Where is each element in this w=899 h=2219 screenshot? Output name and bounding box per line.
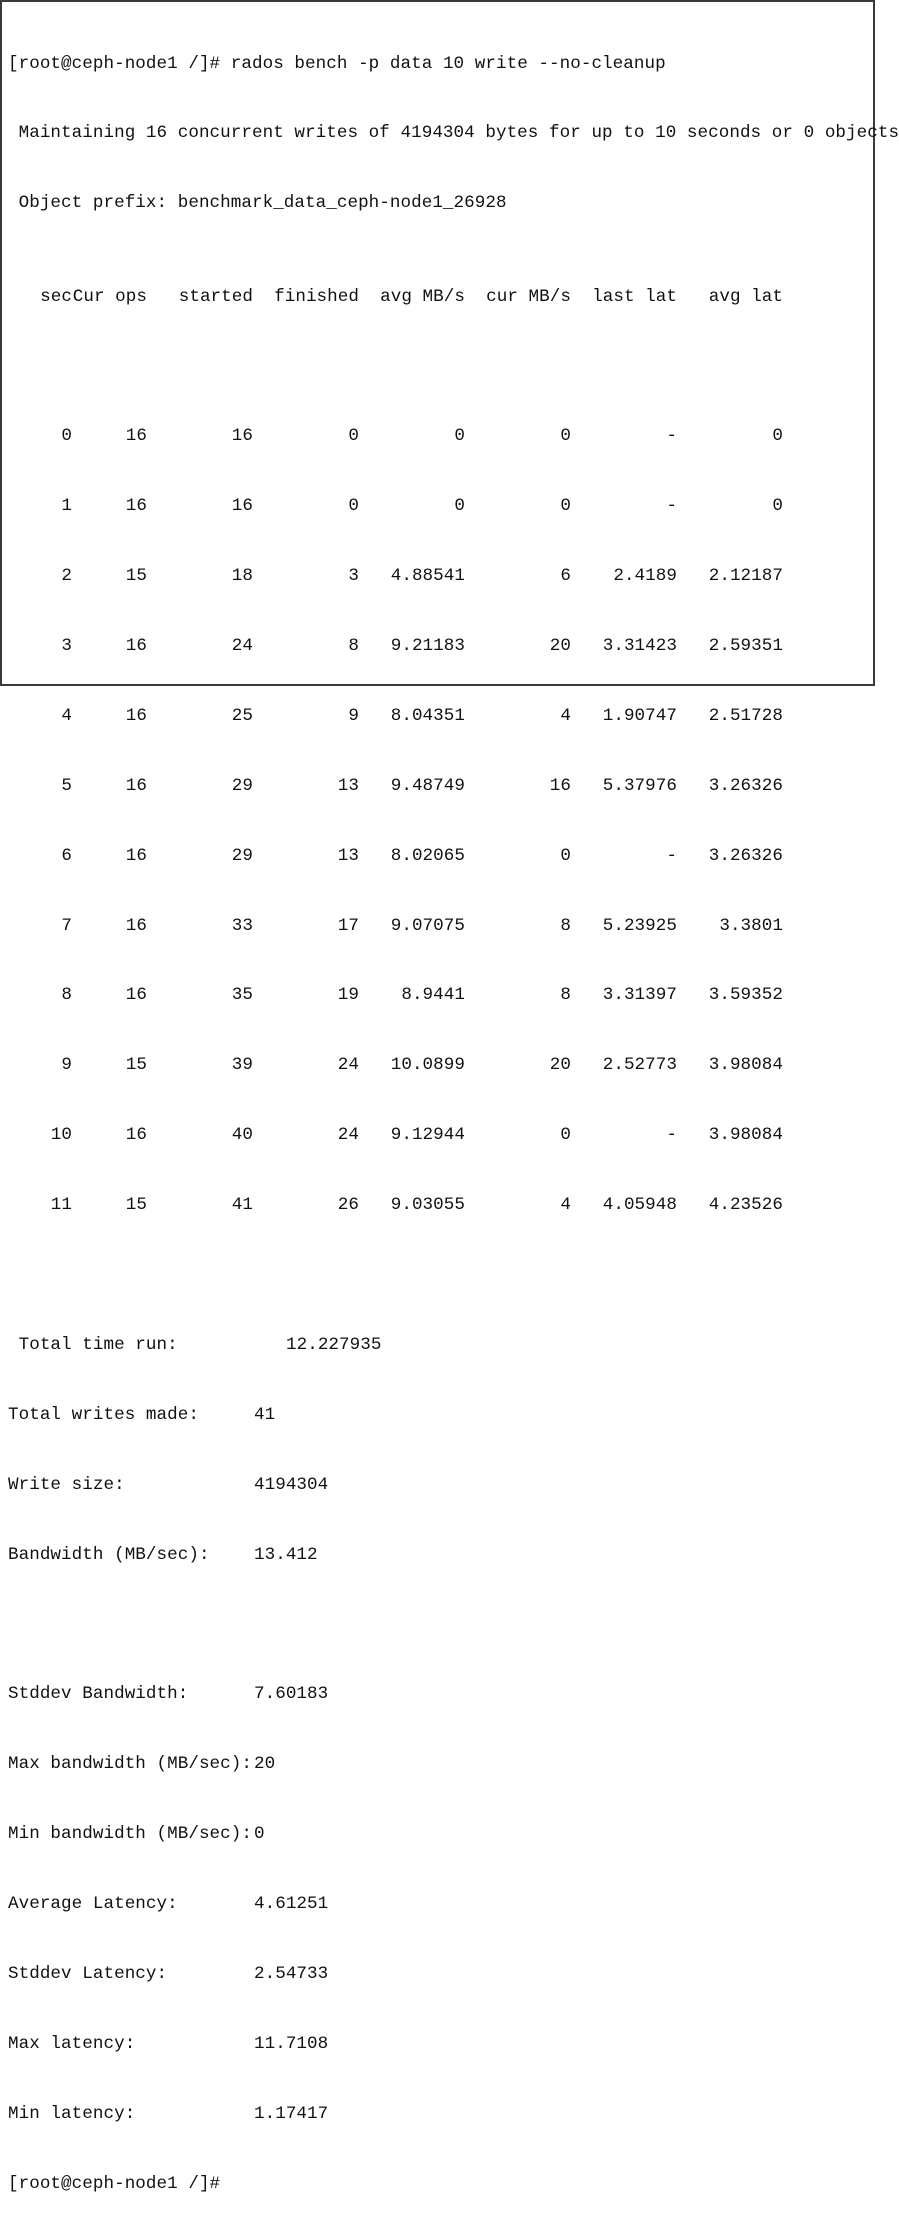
table-header	[8, 286, 873, 309]
stat-total-writes-made	[8, 1404, 873, 1427]
cell-cur-ops: 16	[125, 985, 147, 1006]
cell-cur-mbs: 20	[549, 1055, 571, 1076]
table-row	[8, 565, 873, 588]
stat-value: 41	[254, 1404, 276, 1425]
stat-value: 7.60183	[254, 1684, 329, 1705]
table-row	[8, 1054, 873, 1077]
cell-cur-mbs: 6	[560, 566, 571, 587]
cell-avg-mbs: 8.9441	[401, 985, 465, 1006]
cell-sec: 5	[61, 775, 72, 796]
cell-finished: 17	[337, 915, 359, 936]
stat-label: Bandwidth (MB/sec):	[8, 1544, 210, 1565]
cell-avg-lat: 4.23526	[708, 1195, 783, 1216]
table-row	[8, 984, 873, 1007]
cell-cur-ops: 15	[125, 566, 147, 587]
cell-cur-ops: 16	[125, 426, 147, 447]
cell-last-lat: -	[666, 845, 677, 866]
cell-cur-ops: 15	[125, 1195, 147, 1216]
stat-value: 13.412	[254, 1544, 318, 1565]
header-avg-mbs: avg MB/s	[380, 286, 465, 307]
header-cur-mbs: cur MB/s	[486, 286, 571, 307]
shell-prompt: [root@ceph-node1 /]#	[8, 2173, 221, 2194]
stat-label: Min latency:	[8, 2103, 136, 2124]
blank-line	[8, 1613, 873, 1636]
cell-avg-lat: 3.98084	[708, 1125, 783, 1146]
cell-cur-mbs: 8	[560, 985, 571, 1006]
cell-cur-mbs: 0	[560, 1125, 571, 1146]
header-last-lat: last lat	[592, 286, 677, 307]
shell-prompt: [root@ceph-node1 /]#	[8, 53, 221, 74]
cell-finished: 9	[348, 705, 359, 726]
stat-value: 20	[254, 1754, 276, 1775]
stat-write-size	[8, 1474, 873, 1497]
cell-last-lat: 2.4189	[613, 566, 677, 587]
cell-started: 40	[231, 1125, 253, 1146]
cell-cur-mbs: 8	[560, 915, 571, 936]
cell-avg-lat: 3.26326	[708, 845, 783, 866]
cell-avg-mbs: 8.04351	[390, 705, 465, 726]
cell-cur-ops: 16	[125, 915, 147, 936]
cell-finished: 24	[337, 1055, 359, 1076]
cell-sec: 8	[61, 985, 72, 1006]
header-sec: sec	[40, 286, 72, 307]
stat-min-latency	[8, 2103, 873, 2126]
stat-value: 4.61251	[254, 1894, 329, 1915]
cell-sec: 7	[61, 915, 72, 936]
final-prompt-line[interactable]	[8, 2173, 873, 2196]
stat-label: Total writes made:	[8, 1404, 199, 1425]
stat-label: Total time run:	[8, 1334, 178, 1355]
table-row	[8, 775, 873, 798]
command-line	[8, 53, 873, 76]
cell-sec: 1	[61, 496, 72, 517]
cell-cur-mbs: 16	[549, 775, 571, 796]
cell-last-lat: 2.52773	[602, 1055, 677, 1076]
cell-avg-mbs: 0	[454, 426, 465, 447]
cell-started: 33	[231, 915, 253, 936]
header-finished: finished	[274, 286, 359, 307]
cell-started: 29	[231, 845, 253, 866]
cell-avg-mbs: 9.07075	[390, 915, 465, 936]
cell-avg-lat: 2.59351	[708, 636, 783, 657]
cell-finished: 26	[337, 1195, 359, 1216]
cell-last-lat: 1.90747	[602, 705, 677, 726]
cell-started: 25	[231, 705, 253, 726]
cell-avg-mbs: 9.12944	[390, 1125, 465, 1146]
cell-cur-ops: 16	[125, 775, 147, 796]
stat-total-time-run	[8, 1334, 873, 1357]
header-cur-ops: Cur ops	[72, 286, 147, 307]
table-row	[8, 705, 873, 728]
stat-label: Stddev Bandwidth:	[8, 1684, 189, 1705]
cell-cur-ops: 16	[125, 496, 147, 517]
cell-avg-lat: 0	[772, 426, 783, 447]
cell-started: 16	[231, 426, 253, 447]
stat-average-latency	[8, 1893, 873, 1916]
stat-value: 4194304	[254, 1474, 329, 1495]
table-row	[8, 845, 873, 868]
header-avg-lat: avg lat	[708, 286, 783, 307]
cell-avg-lat: 3.98084	[708, 1055, 783, 1076]
stat-max-latency	[8, 2033, 873, 2056]
stat-value: 11.7108	[254, 2033, 329, 2054]
table-body	[8, 379, 873, 1264]
cell-cur-mbs: 0	[560, 426, 571, 447]
cell-started: 41	[231, 1195, 253, 1216]
cell-started: 29	[231, 775, 253, 796]
cell-cur-ops: 16	[125, 1125, 147, 1146]
cell-last-lat: 3.31397	[602, 985, 677, 1006]
cell-avg-lat: 3.3801	[719, 915, 783, 936]
cell-cur-ops: 16	[125, 845, 147, 866]
info-line: Object prefix: benchmark_data_ceph-node1_26928	[8, 193, 507, 214]
stat-bandwidth	[8, 1544, 873, 1567]
cell-sec: 4	[61, 705, 72, 726]
stat-value: 0	[254, 1824, 265, 1845]
cell-avg-mbs: 9.03055	[390, 1195, 465, 1216]
command-text: rados bench -p data 10 write --no-cleanup	[220, 53, 666, 74]
cell-cur-ops: 15	[125, 1055, 147, 1076]
stat-value: 12.227935	[286, 1334, 382, 1355]
cell-cur-ops: 16	[125, 705, 147, 726]
cell-last-lat: -	[666, 426, 677, 447]
stat-max-bandwidth	[8, 1753, 873, 1776]
table-row	[8, 425, 873, 448]
cell-last-lat: 3.31423	[602, 636, 677, 657]
cell-sec: 10	[50, 1125, 72, 1146]
cell-finished: 19	[337, 985, 359, 1006]
cell-sec: 3	[61, 636, 72, 657]
stat-value: 1.17417	[254, 2103, 329, 2124]
cell-finished: 3	[348, 566, 359, 587]
cell-avg-mbs: 0	[454, 496, 465, 517]
cell-avg-mbs: 4.88541	[390, 566, 465, 587]
stat-stddev-latency	[8, 1963, 873, 1986]
cell-last-lat: 5.37976	[602, 775, 677, 796]
cell-cur-mbs: 4	[560, 1195, 571, 1216]
stat-label: Average Latency:	[8, 1894, 178, 1915]
cell-finished: 8	[348, 636, 359, 657]
cell-started: 35	[231, 985, 253, 1006]
cell-finished: 24	[337, 1125, 359, 1146]
cell-cur-ops: 16	[125, 636, 147, 657]
cell-last-lat: -	[666, 496, 677, 517]
cell-cur-mbs: 4	[560, 705, 571, 726]
stat-value: 2.54733	[254, 1963, 329, 1984]
cell-avg-lat: 2.51728	[708, 705, 783, 726]
cell-finished: 13	[337, 775, 359, 796]
cell-avg-mbs: 9.21183	[390, 636, 465, 657]
cell-started: 16	[231, 496, 253, 517]
stat-stddev-bandwidth	[8, 1683, 873, 1706]
cell-cur-mbs: 0	[560, 845, 571, 866]
cell-sec: 6	[61, 845, 72, 866]
cell-sec: 0	[61, 426, 72, 447]
cell-avg-mbs: 9.48749	[390, 775, 465, 796]
stat-label: Min bandwidth (MB/sec):	[8, 1824, 252, 1845]
cell-cur-mbs: 20	[549, 636, 571, 657]
table-row	[8, 915, 873, 938]
cell-finished: 13	[337, 845, 359, 866]
cell-cur-mbs: 0	[560, 496, 571, 517]
table-row	[8, 1124, 873, 1147]
stat-label: Max latency:	[8, 2033, 136, 2054]
stat-label: Max bandwidth (MB/sec):	[8, 1754, 252, 1775]
table-row	[8, 1194, 873, 1217]
cell-avg-lat: 3.59352	[708, 985, 783, 1006]
cell-last-lat: 4.05948	[602, 1195, 677, 1216]
cell-sec: 11	[50, 1195, 72, 1216]
cell-sec: 2	[61, 566, 72, 587]
header-started: started	[178, 286, 253, 307]
cell-avg-mbs: 10.0899	[390, 1055, 465, 1076]
cell-avg-lat: 2.12187	[708, 566, 783, 587]
stat-label: Write size:	[8, 1474, 125, 1495]
cell-started: 39	[231, 1055, 253, 1076]
stat-label: Stddev Latency:	[8, 1963, 168, 1984]
cell-avg-lat: 0	[772, 496, 783, 517]
cell-avg-lat: 3.26326	[708, 775, 783, 796]
stat-min-bandwidth	[8, 1823, 873, 1846]
cell-last-lat: 5.23925	[602, 915, 677, 936]
cell-avg-mbs: 8.02065	[390, 845, 465, 866]
table-row	[8, 635, 873, 658]
table-row	[8, 495, 873, 518]
cell-finished: 0	[348, 426, 359, 447]
info-line: Maintaining 16 concurrent writes of 4194304 bytes for up to 10 seconds or 0 objects	[8, 123, 899, 144]
cell-finished: 0	[348, 496, 359, 517]
cell-started: 24	[231, 636, 253, 657]
cell-sec: 9	[61, 1055, 72, 1076]
cell-started: 18	[231, 566, 253, 587]
cell-last-lat: -	[666, 1125, 677, 1146]
